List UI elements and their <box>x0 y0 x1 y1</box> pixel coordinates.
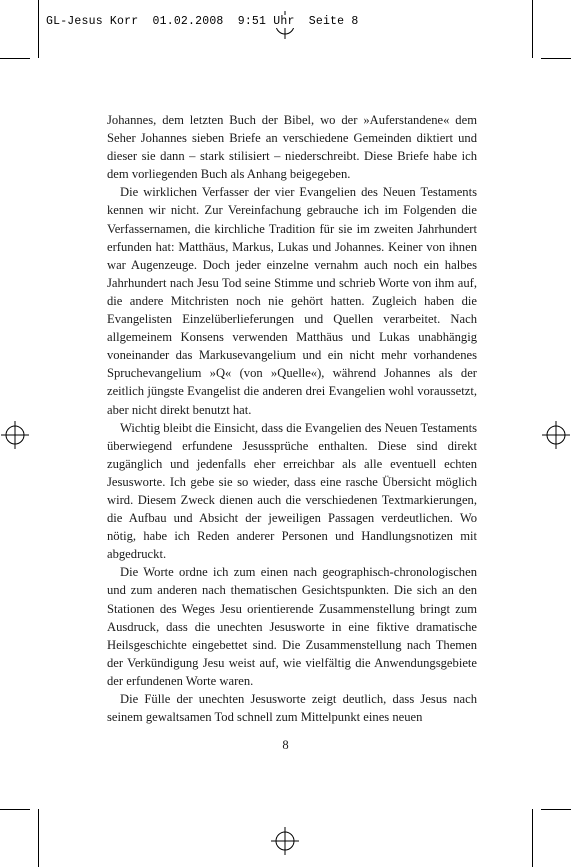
crop-mark-bottom-right-vertical <box>532 809 533 867</box>
crop-mark-top-left-vertical <box>38 0 39 58</box>
crop-mark-top-right-horizontal <box>541 58 571 59</box>
paragraph-5: Die Fülle der unechten Jesusworte zeigt deutlich, dass Jesus nach seinem gewaltsamen Tod schnell zum Mittelpunkt eines neuen <box>107 692 477 725</box>
registration-mark-right <box>542 421 570 449</box>
crop-mark-top-left-horizontal <box>0 58 30 59</box>
registration-mark-bottom <box>271 827 299 855</box>
print-slug-line: GL-Jesus Korr 01.02.2008 9:51 Uhr Seite 8 <box>46 15 359 28</box>
paragraph-4: Die Worte ordne ich zum einen nach geographisch-chronologischen und zum anderen nach thematischen Gesichtspunkten. Die sich an den Stationen des Weges Jesu orientierende Zusammenstellung bringt zum Ausdruck, dass die unechten Jesusworte in eine fiktive dramatische Heilsgeschichte eingebettet sind. Die Zusammenstellung nach Themen der Verkündigung Jesu weist auf, wie vielfältig die Anwendungsgebiete der erfundenen Worte waren. <box>107 565 477 688</box>
crop-mark-top-right-vertical <box>532 0 533 58</box>
registration-mark-left <box>1 421 29 449</box>
crop-mark-bottom-left-vertical <box>38 809 39 867</box>
paragraph-3: Wichtig bleibt die Einsicht, dass die Evangelien des Neuen Testaments überwiegend erfundene Jesussprüche enthalten. Diese sind direkt zugänglich und jedenfalls eher erreichbar als alle eventuell echten Jesusworte. Ich gebe sie so wieder, dass eine rasche Übersicht möglich wird. Diesem Zweck dienen auch die verschiedenen Textmarkierungen, die Aufbau und Absicht der jeweiligen Passagen verdeutlichen. Wo nötig, habe ich Reden anderer Personen und Handlungsnotizen mit abgedruckt. <box>107 420 477 562</box>
page-number: 8 <box>282 738 289 752</box>
crop-mark-bottom-left-horizontal <box>0 809 30 810</box>
paragraph-2: Die wirklichen Verfasser der vier Evangelien des Neuen Testaments kennen wir nicht. Zur Vereinfachung gebrauche ich im Folgenden die Verfassernamen, die kirchliche Tradition für sie im zweiten Jahrhundert erfunden hat: Matthäus, Markus, Lukas und Johannes. Keiner von ihnen war Augenzeuge. Doch jeder einzelne vernahm auch noch ein halbes Jahrhundert nach Jesu Tod seine Stimme und schrieb Worte von ihm auf, die andere Mitchristen noch nie gehört hatten. Zugleich haben die Evangelisten Einzelüberlieferungen und Quellen verarbeitet. Nach allgemeinem Konsens verwenden Matthäus und Lukas unabhängig voneinander das Markusevangelium und ein nicht mehr vorhandenes Spruchevangelium »Q« (von »Quelle«), während Johannes als der zeitlich jüngste Evangelist die anderen drei Evangelien wohl voraussetzt, aber nicht direkt benutzt hat. <box>107 185 477 417</box>
paragraph-1: Johannes, dem letzten Buch der Bibel, wo der »Auferstandene« dem Seher Johannes sieben Briefe an verschiedene Gemeinden diktiert und dieser sie dann – stark stilisiert – niederschreibt. Diese Briefe habe ich dem vorliegenden Buch als Anhang beigegeben. <box>107 113 477 182</box>
body-text <box>107 111 477 726</box>
crop-mark-bottom-right-horizontal <box>541 809 571 810</box>
